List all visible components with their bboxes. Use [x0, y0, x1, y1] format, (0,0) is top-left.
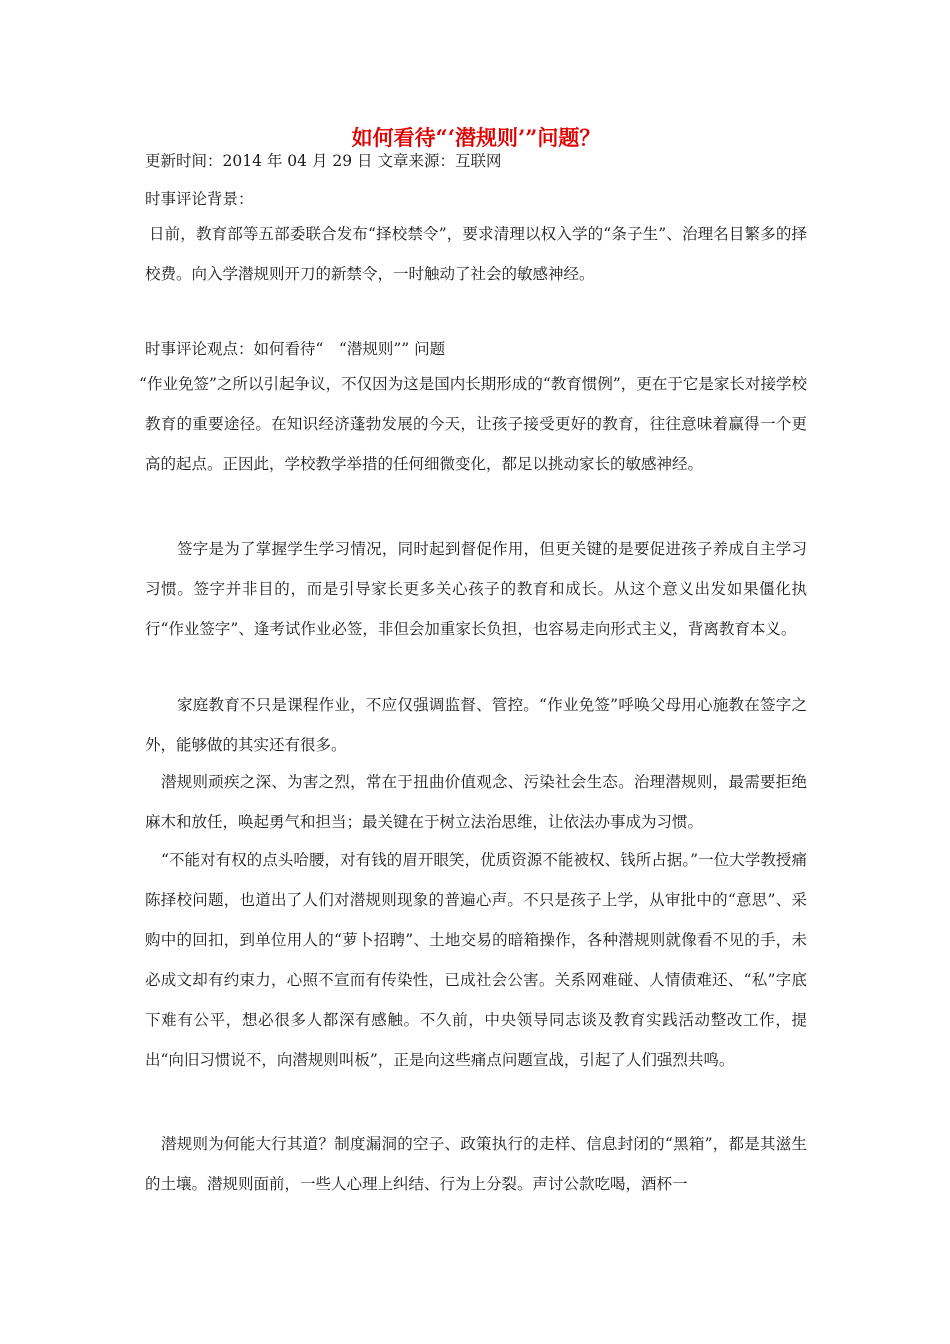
paragraph-6: 潜规则为何能大行其道？制度漏洞的空子、政策执行的走样、信息封闭的“黑箱”，都是其滋生的土壤。潜规则面前，一些人心理上纠结、行为上分裂。声讨公款吃喝，酒杯一 — [145, 1135, 807, 1193]
background-paragraph: 日前，教育部等五部委联合发布“择校禁令”，要求清理以权入学的“条子生”、治理名目繁多的择校费。向入学潜规则开刀的新禁令，一时触动了社会的敏感神经。 — [145, 225, 807, 283]
background-heading: 时事评论背景： — [145, 190, 254, 208]
paragraph-2: 签字是为了掌握学生学习情况，同时起到督促作用，但更关键的是要促进孩子养成自主学习习惯。签字并非目的，而是引导家长更多关心孩子的教育和成长。从这个意义出发如果僵化执行“作业签字”、逢考试作业必签，非但会加重家长负担，也容易走向形式主义，背离教育本义。 — [145, 540, 807, 638]
page-title: 如何看待“‘潜规则’”问题？ — [351, 125, 601, 150]
update-meta: 更新时间：2014 年 04 月 29 日 文章来源：互联网 — [145, 152, 502, 170]
paragraph-3: 家庭教育不只是课程作业，不应仅强调监督、管控。“作业免签”呼唤父母用心施教在签字之外，能够做的其实还有很多。 — [145, 696, 807, 754]
paragraph-5: “不能对有权的点头哈腰，对有钱的眉开眼笑，优质资源不能被权、钱所占据。”一位大学教授痛陈择校问题，也道出了人们对潜规则现象的普遍心声。不只是孩子上学，从审批中的“意思”、采购中的回扣，到单位用人的“萝卜招聘”、土地交易的暗箱操作，各种潜规则就像看不见的手，未必成文却有约束力，心照不宣而有传染性，已成社会公害。关系网难碰、人情债难还、“私”字底下难有公平，想必很多人都深有感触。不久前，中央领导同志谈及教育实践活动整改工作，提出“向旧习惯说不，向潜规则叫板”，正是向这些痛点问题宣战，引起了人们强烈共鸣。 — [145, 851, 807, 1069]
view-heading: 时事评论观点：如何看待“ “潜规则”” 问题 — [145, 340, 446, 358]
paragraph-1: “作业免签”之所以引起争议，不仅因为这是国内长期形成的“教育惯例”，更在于它是家长对接学校教育的重要途径。在知识经济蓬勃发展的今天，让孩子接受更好的教育，往往意味着赢得一个更高的起点。正因此，学校教学举措的任何细微变化，都足以挑动家长的敏感神经。 — [139, 375, 807, 473]
paragraph-4: 潜规则顽疾之深、为害之烈，常在于扭曲价值观念、污染社会生态。治理潜规则，最需要拒绝麻木和放任，唤起勇气和担当；最关键在于树立法治思维，让依法办事成为习惯。 — [145, 773, 807, 831]
